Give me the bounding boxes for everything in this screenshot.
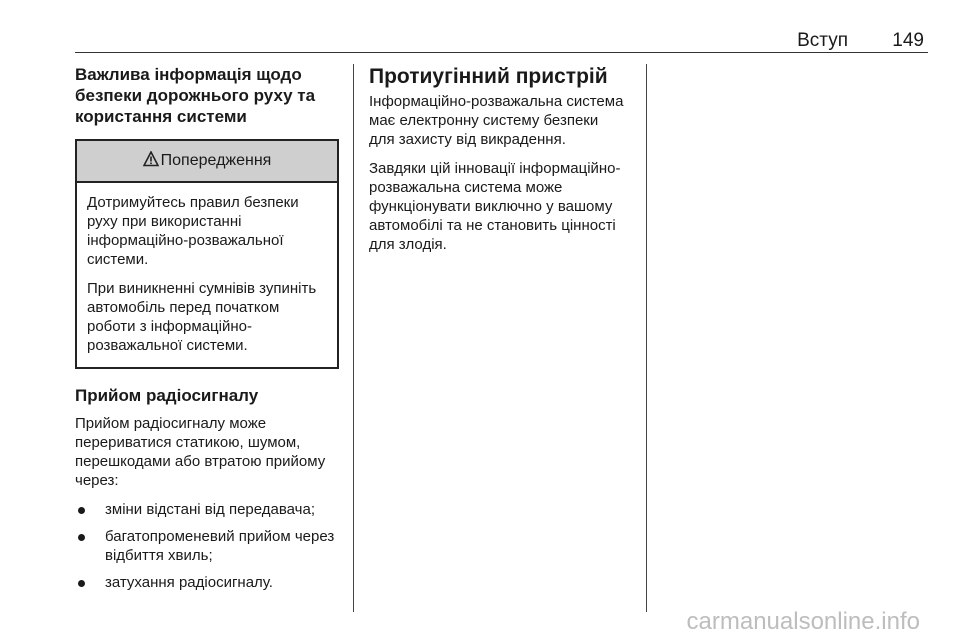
middle-column (369, 64, 627, 264)
anti-theft-paragraph-2: Завдяки цій інновації інформаційно-розважальна система може функціонувати виключно у вашому автомобілі та не становить цінності для злодія. (369, 160, 621, 253)
watermark: carmanualsonline.info (686, 608, 920, 635)
safety-heading: Важлива інформація щодо безпеки дорожнього руху та користання системи (75, 65, 316, 126)
bullet-icon (78, 507, 85, 514)
warning-box (75, 139, 339, 369)
page-number: 149 (892, 30, 924, 51)
reception-causes-list (75, 500, 339, 592)
page-header (75, 30, 928, 53)
anti-theft-heading: Протиугінний пристрій (369, 65, 608, 88)
radio-reception-heading: Прийом радіосигналу (75, 386, 259, 405)
list-item-text: зміни відстані від передавача; (105, 501, 316, 518)
list-item (75, 527, 339, 565)
bullet-icon (78, 534, 85, 541)
radio-reception-intro: Прийом радіосигналу може перериватися статикою, шумом, перешкодами або втратою прийому через: (75, 415, 326, 489)
anti-theft-paragraph-1: Інформаційно-розважальна система має електронну систему безпеки для захисту від викрадення. (369, 93, 624, 148)
warning-paragraph-2: При виникненні сумнівів зупиніть автомобіль перед початком роботи з інформаційно-розважальної системи. (87, 280, 317, 354)
list-item-text: багатопроменевий прийом через відбиття хвиль; (105, 528, 335, 564)
column-divider-right (646, 64, 647, 612)
warning-paragraph-1: Дотримуйтесь правил безпеки руху при використанні інформаційно-розважальної системи. (87, 194, 299, 268)
left-column (75, 64, 339, 600)
section-title: Вступ (797, 30, 848, 51)
warning-title: Попередження (160, 152, 272, 169)
list-item (75, 500, 339, 519)
column-divider-left (353, 64, 354, 612)
list-item (75, 573, 339, 592)
list-item-text: затухання радіосигналу. (105, 574, 273, 591)
warning-body (77, 183, 337, 367)
warning-header (77, 141, 337, 183)
bullet-icon (78, 580, 85, 587)
warning-triangle-icon (143, 151, 159, 172)
